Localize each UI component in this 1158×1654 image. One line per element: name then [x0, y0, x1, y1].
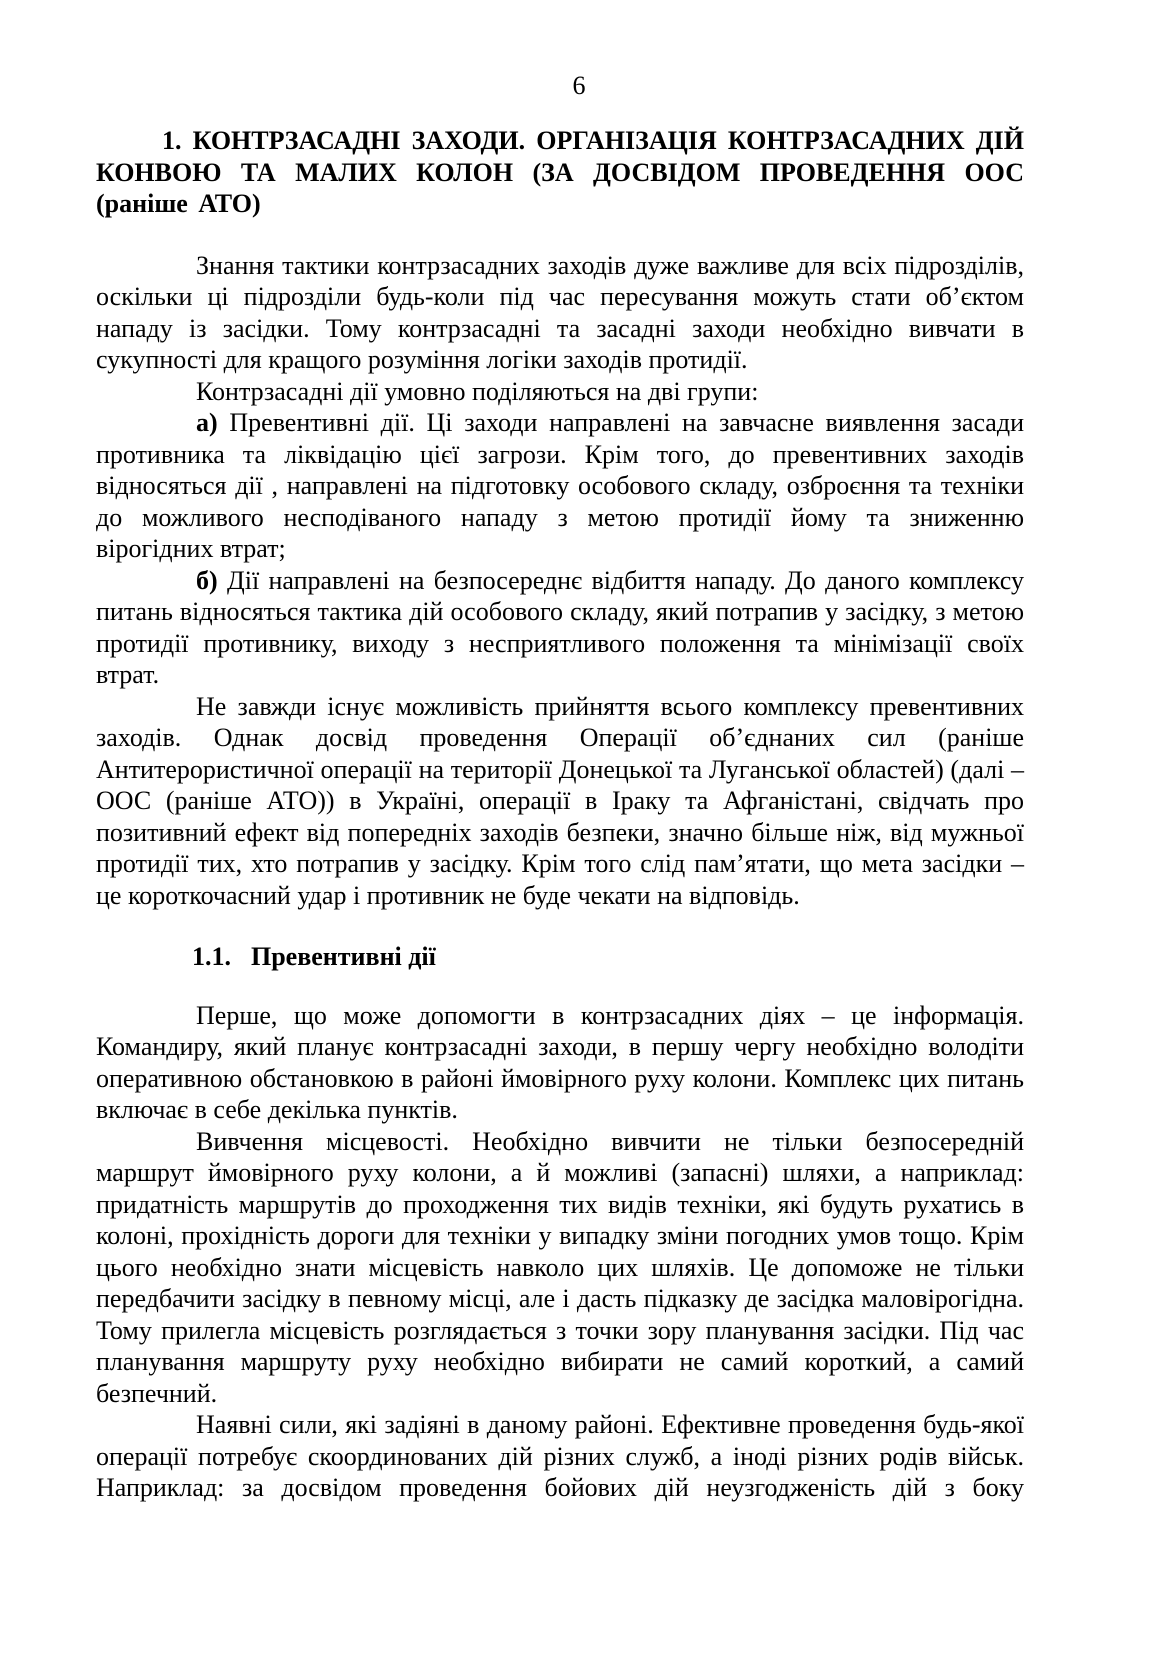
paragraph-available-forces: Наявні сили, які задіяні в даному районі. Ефективне проведення будь-якої операції потребує скоординованих дій різних служб, а іноді різних родів військ. Наприклад: за досвідом проведення бойових дій неузгодженість дій з боку — [96, 1410, 1024, 1502]
list-marker-a: а) — [196, 408, 218, 437]
page-number: 6 — [572, 71, 586, 100]
paragraph-experience: Не завжди існує можливість прийняття всього комплексу превентивних заходів. Однак досвід проведення Операції об’єднаних сил (раніше Антитерористичної операції на території Донецької та Луганської областей) (далі – ООС (раніше АТО)) в Україні, операції в Іраку та Афганістані, свідчать про позитивний ефект від попередніх заходів безпеки, значно більше ніж, від мужньої протидії тих, хто потрапив у засідку. Крім того слід пам’ятати, що мета засідки – це короткочасний удар і противник не буде чекати на відповідь. — [96, 691, 1024, 910]
paragraph-information: Перше, що може допомогти в контрзасадних діях – це інформація. Командиру, який планує контрзасадні заходи, в першу чергу необхідно володіти оперативною обстановкою в районі ймовірного руху колони. Комплекс цих питань включає в себе декілька пунктів. — [96, 1000, 1024, 1124]
list-marker-b: б) — [196, 565, 218, 595]
paragraph-list-item-b — [96, 565, 1024, 691]
paragraph-intro: Знання тактики контрзасадних заходів дуже важливе для всіх підрозділів, оскільки ці підрозділи будь-коли під час пересування можуть стати об’єктом нападу із засідки. Тому контрзасадні та засадні заходи необхідно вивчати в сукупності для кращого розуміння логіки заходів протидії. — [96, 250, 1024, 374]
chapter-heading: 1. КОНТРЗАСАДНІ ЗАХОДИ. ОРГАНІЗАЦІЯ КОНТРЗАСАДНИХ ДІЙ КОНВОЮ ТА МАЛИХ КОЛОН (ЗА ДОСВІДОМ ПРОВЕДЕННЯ ООС (раніше АТО) — [96, 126, 1024, 218]
paragraph-text: Дії направлені на безпосереднє відбиття нападу. До даного комплексу питань відносяться тактика дій особового складу, який потрапив у засідку, з метою протидії противнику, виходу з несприятливого положення та мінімізації своїх втрат. — [96, 565, 1024, 689]
paragraph-list-item-a — [96, 407, 1024, 565]
paragraph-text: Превентивні дії. Ці заходи направлені на завчасне виявлення засади противника та ліквідацію цієї загрози. Крім того, до превентивних заходів відносяться дії , направлені на підготовку особового складу, озброєння та техніки до можливого несподіваного нападу з метою протидії йому та зниженню вірогідних втрат; — [96, 408, 1024, 563]
paragraph-terrain-study: Вивчення місцевості. Необхідно вивчити не тільки безпосередній маршрут ймовірного руху колони, а й можливі (запасні) шляхи, а наприклад: придатність маршрутів до проходження тих видів техніки, які будуть рухатись в колоні, прохідність дороги для техніки у випадку зміни погодних умов тощо. Крім цього необхідно знати місцевість навколо цих шляхів. Це допоможе не тільки передбачити засідку в певному місці, але і дасть підказку де засідка маловірогідна. Тому прилегла місцевість розглядається з точки зору планування засідки. Під час планування маршруту руху необхідно вибирати не самий короткий, а самий безпечний. — [96, 1126, 1024, 1408]
paragraph-groups-intro: Контрзасадні дії умовно поділяються на дві групи: — [196, 376, 759, 406]
section-heading — [96, 941, 1024, 973]
section-number: 1.1. — [192, 942, 231, 971]
section-title: Превентивні дії — [251, 942, 436, 971]
